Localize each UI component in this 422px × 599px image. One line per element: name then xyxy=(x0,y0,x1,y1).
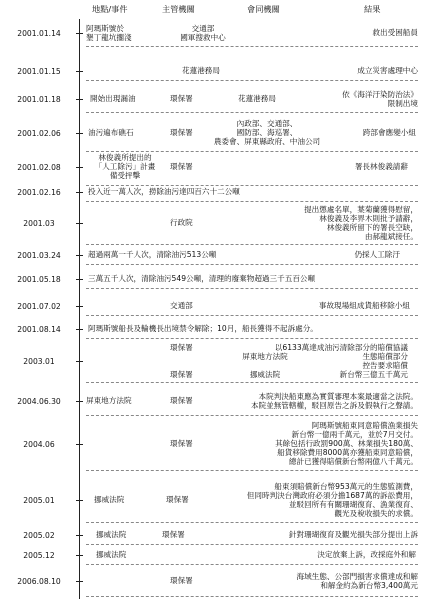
row-agency: 環保署 環保署 xyxy=(170,343,193,379)
timeline-tick xyxy=(76,555,83,556)
header-event: 地點/事件 xyxy=(92,4,128,14)
timeline-row xyxy=(0,528,422,542)
row-joint: 內政部、交通部、 國防部、海巡署、 農委會、屏東縣政府、中油公司 xyxy=(213,119,321,146)
timeline-row xyxy=(0,185,422,199)
timeline-tick xyxy=(76,361,83,362)
row-event: 挪威法院 xyxy=(96,530,127,539)
row-agency: 花蓮港務局 xyxy=(182,66,220,75)
row-event: 超過兩萬一千人次，清除油污513公噸 xyxy=(88,250,217,259)
timeline-row xyxy=(0,420,422,468)
timeline-row xyxy=(0,299,422,313)
row-date: 2001.01.14 xyxy=(17,29,61,38)
row-result: 海域生態、公部門損害求償達成和解 和解金約為新台幣3,400萬元 xyxy=(296,572,418,590)
row-divider xyxy=(86,522,418,523)
row-event: 挪威法院 xyxy=(94,495,125,504)
row-divider xyxy=(86,112,418,113)
timeline-row xyxy=(0,88,422,110)
timeline-tick xyxy=(76,500,83,501)
timeline-tick xyxy=(76,223,83,224)
row-date: 2001.02.08 xyxy=(17,163,61,172)
row-result: 事故現場組成貨船移除小組 xyxy=(318,301,410,310)
row-divider xyxy=(86,80,418,81)
timeline-tick xyxy=(76,71,83,72)
row-divider xyxy=(86,338,418,339)
row-agency: 環保署 xyxy=(170,94,193,103)
row-result: 跨部會應變小組 xyxy=(362,128,416,137)
timeline-tick xyxy=(76,33,83,34)
row-date: 2004.06 xyxy=(23,440,55,449)
timeline-row xyxy=(0,151,422,183)
row-date: 2001.07.02 xyxy=(17,302,61,311)
header-joint: 會同機關 xyxy=(247,4,280,14)
row-result: 署長林俊義請辭 xyxy=(354,162,408,171)
row-event: 林俊義所提出的 「人工除污」計畫 備受抨擊 xyxy=(94,153,156,180)
row-divider xyxy=(86,544,418,545)
timeline-row xyxy=(0,480,422,520)
timeline-tick xyxy=(76,444,83,445)
timeline-row xyxy=(0,204,422,242)
row-event: 開始出現漏油 xyxy=(90,94,136,103)
timeline-tick xyxy=(76,306,83,307)
timeline-tick xyxy=(76,99,83,100)
row-divider xyxy=(86,382,418,383)
row-joint: 屏東地方法院 挪威法院 xyxy=(242,352,288,379)
row-result: 以6133萬達成油污清除部分的賠償協議 生態賠償部分 控告要求賠償 新台幣三億五千萬元 xyxy=(274,343,408,379)
row-divider xyxy=(86,201,418,202)
row-date: 2005.12 xyxy=(23,551,55,560)
row-date: 2001.03.24 xyxy=(17,251,61,260)
row-date: 2005.02 xyxy=(23,531,55,540)
header-result: 結果 xyxy=(364,4,381,14)
row-result: 本院判決船東應為實質審理本案最適當之法院。 本院並無管轄權，駁回原告之訴及假執行之聲請。 xyxy=(250,392,418,410)
row-divider xyxy=(86,264,418,265)
row-event: 三萬五千人次，清除油污549公噸，清理的廢棄物超過三千五百公噸 xyxy=(88,274,316,283)
timeline-row xyxy=(0,342,422,380)
row-divider xyxy=(86,244,418,245)
timeline-tick xyxy=(76,329,83,330)
header-agency: 主管機關 xyxy=(162,4,195,14)
row-agency: 環保署 xyxy=(170,162,193,171)
row-result: 針對珊瑚復育及觀光損失部分提出上訴 xyxy=(288,530,418,539)
row-result: 救出受困船員 xyxy=(372,28,418,37)
timeline-row xyxy=(0,322,422,336)
row-event: 油污遍布礁石 xyxy=(88,128,134,137)
row-agency: 交通部 國軍搜救中心 xyxy=(180,24,226,42)
row-date: 2001.02.16 xyxy=(17,188,61,197)
row-event: 屏東地方法院 xyxy=(86,396,132,405)
row-agency: 環保署 xyxy=(170,439,193,448)
row-event: 挪威法院 xyxy=(96,550,127,559)
row-agency: 環保署 xyxy=(170,396,193,405)
row-event: 阿瑪斯號於 墾丁龍坑擱淺 xyxy=(86,24,132,42)
row-agency: 交通部 xyxy=(170,301,193,310)
row-divider xyxy=(86,564,418,565)
timeline-tick xyxy=(76,401,83,402)
row-date: 2001.01.18 xyxy=(17,95,61,104)
row-divider xyxy=(86,288,418,289)
row-date: 2001.03 xyxy=(23,219,55,228)
row-result: 決定放棄上訴，改採庭外和解 xyxy=(317,550,416,559)
row-date: 2001.05.18 xyxy=(17,275,61,284)
row-divider xyxy=(86,415,418,416)
row-agency: 環保署 xyxy=(162,530,185,539)
row-divider xyxy=(86,596,418,597)
timeline-tick xyxy=(76,192,83,193)
timeline-row xyxy=(0,389,422,413)
timeline-tick xyxy=(76,133,83,134)
timeline-tick xyxy=(76,279,83,280)
timeline-tick xyxy=(76,581,83,582)
row-agency: 環保署 xyxy=(170,576,193,585)
row-event: 投入近一萬人次，撈除油污達四百六十二公噸 xyxy=(88,187,240,196)
timeline-row xyxy=(0,548,422,562)
row-result: 阿瑪斯號船東同意賠償漁業損失 新台幣一億兩千萬元，並於7月交付。 其餘包括行政罰900萬、林業損失180萬、 船貨移除費用8000萬亦獲船東同意賠償， 總計已獲得賠償新台幣兩億八千萬元。 xyxy=(275,421,418,466)
timeline-row xyxy=(0,248,422,262)
timeline-row xyxy=(0,117,422,149)
row-date: 2006.08.10 xyxy=(17,577,61,586)
row-date: 2001.08.14 xyxy=(17,325,61,334)
row-result: 仍採人工除汙 xyxy=(354,250,400,259)
timeline-row xyxy=(0,22,422,44)
row-agency: 行政院 xyxy=(170,218,193,227)
row-date: 2001.01.15 xyxy=(17,67,61,76)
row-divider xyxy=(86,470,418,471)
timeline-row xyxy=(0,568,422,594)
row-joint: 花蓮港務局 xyxy=(238,94,276,103)
row-date: 2004.06.30 xyxy=(17,397,61,406)
timeline-row xyxy=(0,64,422,78)
row-event: 阿瑪斯號船長及輪機長出境禁令解除；10月，船長獲得不起訴處分。 xyxy=(88,324,318,333)
row-result: 依《海洋汙染防治法》 限制出境 xyxy=(342,90,418,108)
row-result: 提出懲處名單，葉菊蘭獲得慰留， 林俊義及李界木則批予請辭， 林俊義所留下的署長空缺， 由郝龍斌接任。 xyxy=(304,205,418,241)
row-divider xyxy=(86,46,418,47)
row-result: 成立災害處理中心 xyxy=(357,66,418,75)
timeline-row xyxy=(0,272,422,286)
row-date: 2003.01 xyxy=(23,357,55,366)
row-agency: 環保署 xyxy=(170,128,193,137)
row-result: 船東須賠償新台幣953萬元的生態監測費， 但同時判決台灣政府必須分擔1687萬的訴訟費用， 並駁回所有有關珊瑚復育、漁業復育、 觀光及稅收損失的求償。 xyxy=(246,482,418,518)
row-date: 2001.02.06 xyxy=(17,129,61,138)
row-divider xyxy=(86,315,418,316)
timeline-tick xyxy=(76,535,83,536)
row-date: 2005.01 xyxy=(23,496,55,505)
timeline-tick xyxy=(76,255,83,256)
row-agency: 環保署 xyxy=(166,495,189,504)
